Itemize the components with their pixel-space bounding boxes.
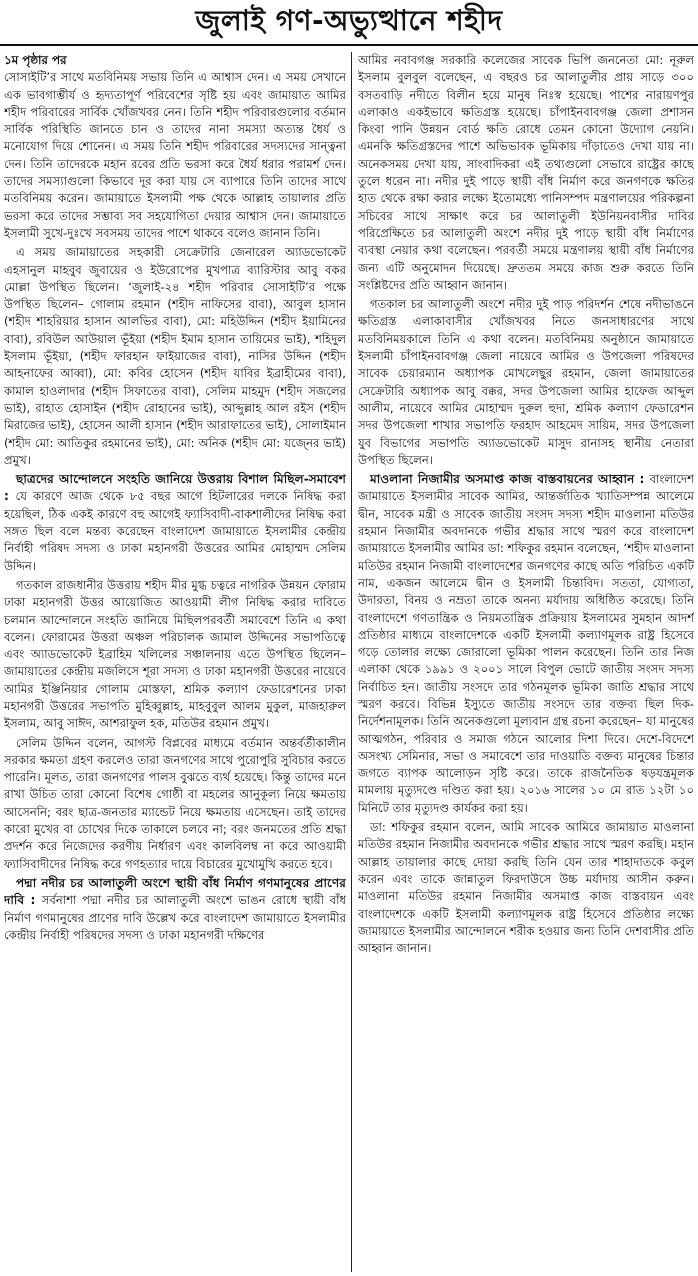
article-paragraph: সোসাইটি’র সাথে মতবিনিময় সভায় তিনি এ আশ্বাস দেন। এ সময় সেখানে এক ভাবগাম্ভীর্য ও হৃদ্যতাপূর্ণ পরিবেশের সৃষ্টি হয় এবং জামায়াত আমির শহীদ পরিবারের সার্বিক খোঁজখবর নেন। তিনি শহীদ পরিবারগুলোর বর্তমান সার্বিক পরিস্থিতি জানতে চান ও তাদের নানা সমস্যা অত্যন্ত ধৈর্য ও মনোযোগ দিয়ে শোনেন। এ সময় তিনি শহীদ পরিবারের সদস্যদের সান্ত্বনা দেন। তিনি তাদেরকে মহান রবের প্রতি ভরসা করে ধৈর্য ধরার পরামর্শ দেন। তাদের সমস্যাগুলো কিভাবে দূর করা যায় সে ব্যাপারে তিনি তাদের সাথে মতবিনিময় করেন। জামায়াতে ইসলামী পক্ষ থেকে আল্লাহ তায়ালার প্রতি ভরসা করে তাদের সম্ভাব্য সব সহযোগিতা দেয়ার আশ্বাস দেন। জামায়াতে ইসলামী সুখে-দুঃখে সবসময় তাদের পাশে থাকবে বলেও জানান তিনি। xyxy=(4,70,346,240)
right-column xyxy=(358,52,694,1274)
article-paragraph: এ সময় জামায়াতের সহকারী সেক্রেটারি জেনারেল অ্যাডভোকেট এহসানুল মাহবুব জুবায়ের ও ইউরোপের মুখপাত্র ব্যারিস্টার আবু বকর মোল্লা উপস্থিত ছিলেন। ‘জুলাই-২৪ শহীদ পরিবার সোসাইটি’র পক্ষে উপস্থিত ছিলেন– গোলাম রহমান (শহীদ নাফিসের বাবা), আবুল হাসান (শহীদ শাহরিয়ার হাসান আলভির বাবা), মো: মহিউদ্দিন (শহীদ ইয়ামিনের বাবা), রবিউল আউয়াল ভূঁইয়া (শহীদ ইমাম হাসান তায়িমের ভাই), শহিদুল ইসলাম ভূঁইয়া, (শহীদ ফারহান ফাইয়াজের বাবা), নাসির উদ্দিন (শহীদ আহনাফের আব্বা), মো: কবির হোসেন (শহীদ যাবির ইব্রাহীমের বাবা), কামাল হাওলাদার (শহীদ সিফাতের বাবা), সেলিম মাহমুদ (শহীদ সজলের ভাই), রাহাত হোসাইন (শহীদ রোহানের ভাই), আব্দুল্লাহ আল রইস (শহীদ মিরাজের ভাই), হোসেন আলী হাসান (শহীদ আরাফাতের ভাই), সোলাইমান (শহীদ মো: আতিকুর রহমানের ভাই), মো: অনিক (শহীদ মো: যজ্নের ভাই) প্রমুখ। xyxy=(4,245,346,467)
section-paragraph xyxy=(358,471,694,817)
article-paragraph: আমির নবাবগঞ্জ সরকারি কলেজের সাবেক ভিপি জননেতা মো: নূরুল ইসলাম বুলবুল বলেছেন, এ বছরও চর আলাতুলীর প্রায় সাড়ে ৩০০ বসতবাড়ি নদীতে বিলীন হয়ে মানুষ নিঃস্ব হয়েছে। পাশের নারায়ণপুর এলাকাও একইভাবে ক্ষতিগ্রস্ত হয়েছে। চাঁপাইনবাবগঞ্জ জেলা প্রশাসন কিংবা পানি উন্নয়ন বোর্ড ক্ষতি রোধে তেমন কোনো উদ্যোগ নেয়নি। এমনকি ক্ষতিগ্রস্তদের পাশে অভিভাবক ভূমিকায় দাঁড়াতেও দেখা যায় না। অনেকসময় দেখা যায়, সাংবাদিকরা এই তথ্যগুলো সেভাবে রাষ্ট্রের কাছে তুলে ধরেন না। নদীর দুই পাড়ে স্থায়ী বাঁধ নির্মাণ করে জনগণকে ক্ষতির হাত থেকে রক্ষা করার লক্ষ্যে ইতোমধ্যে পানিসম্পদ মন্ত্রণালয়ের পরিকল্পনা সচিবের সাথে সাক্ষাৎ করে চর আলাতুলী ইউনিয়নবাসীর দাবির পরিপ্রেক্ষিতে চর আলাতুলী অংশে নদীর দুই পাড়ে স্থায়ী বাঁধ নির্মাণের ব্যবস্থা নেয়ার কথা বলেছেন। পরবর্তী সময়ে মন্ত্রণালয় স্থায়ী বাঁধ নির্মাণের জন্য এটি অনুমোদন দিয়েছে। দ্রুততম সময়ে কাজ শুরু করতে তিনি সংশ্লিষ্টদের প্রতি আহ্বান জানান। xyxy=(358,53,694,292)
heading-separator: : xyxy=(24,893,42,908)
article-paragraph: গতকাল চর আলাতুলী অংশে নদীর দুই পাড় পরিদর্শন শেষে নদীভাঙনে ক্ষতিগ্রস্ত এলাকাবাসীর খোঁজখবর নিতে জনসাধারণের সাথে মতবিনিময়কালে তিনি এ কথা বলেন। মতবিনিময় অনুষ্ঠানে জামায়াতে ইসলামী চাঁপাইনবাবগঞ্জ জেলা নায়েবে আমির ও উপজেলা পরিষদের সাবেক চেয়ারম্যান অধ্যাপক মোখলেছুর রহমান, জেলা জামায়াতের সেক্রেটারি অধ্যাপক আবু বক্কর, সদর উপজেলা আমির হাফেজ আব্দুল আলীম, নায়েবে আমির মোহাম্মদ দুরুল হুদা, শ্রমিক কল্যাণ ফেডারেশন সদর উপজেলা শাখার সভাপতি ফরহাদ আহমেদ সায়িম, সদর উপজেলা যুব বিভাগের সভাপতি অ্যাডভোকেট মাসুদ রানাসহ স্থানীয় নেতারা উপস্থিত ছিলেন। xyxy=(358,297,694,467)
section-heading: ছাত্রদের আন্দোলনে সংহতি জানিয়ে উত্তরায় বিশাল মিছিল-সমাবেশ xyxy=(16,472,346,487)
heading-separator: : xyxy=(634,472,650,487)
section-heading: পদ্মা নদীর চর আলাতুলী অংশে স্থায়ী বাঁধ নির্মাণ গণমানুষের প্রাণের দাবি xyxy=(4,875,346,908)
column-divider xyxy=(351,52,352,1272)
section-paragraph xyxy=(4,471,346,575)
section-lead-text: যে কারণে আজ থেকে ৮৫ বছর আগে হিটলারের দলকে নিষিদ্ধ করা হয়েছিল, ঠিক একই কারণে বহু আগেই ফ্যাসিবাদী-বাকশালীদের নিষিদ্ধ করা সঙ্গত ছিল বলে মন্তব্য করেছেন বাংলাদেশ জামায়াতে ইসলামীর কেন্দ্রীয় নির্বাহী পরিষদ সদস্য ও ঢাকা মহানগরী উত্তরের আমির মোহাম্মদ সেলিম উদ্দিন। xyxy=(4,489,346,573)
section-lead-text: বাংলাদেশ জামায়াতে ইসলামীর সাবেক আমির, আন্তর্জাতিক খ্যাতিসম্পন্ন আলেমে দ্বীন, সাবেক মন্ত্রী ও সাবেক জাতীয় সংসদ সদস্য শহীদ মাওলানা মতিউর রহমান নিজামীর অবদানকে গভীর শ্রদ্ধার সাথে স্মরণ করে বাংলাদেশ জামায়াতে ইসলামীর আমির ডা: শফিকুর রহমান বলেছেন, ‘শহীদ মাওলানা মতিউর রহমান নিজামী বাংলাদেশের জনগণের কাছে অতি পরিচিত একটি নাম, একজন আলেমে দ্বীন ও ইসলামী চিন্তাবিদ। সততা, যোগ্যতা, উদারতা, বিনয় ও নম্রতা তাকে অনন্য মর্যাদায় অধিষ্ঠিত করেছে। তিনি বাংলাদেশে গণতান্ত্রিক ও নিয়মতান্ত্রিক প্রক্রিয়ায় ইসলামের সুমহান আদর্শ প্রতিষ্ঠার মাধ্যমে বাংলাদেশকে একটি ইসলামী কল্যাণমূলক রাষ্ট্র হিসেবে গড়ে তোলার লক্ষ্যে জোরালো ভূমিকা পালন করেছেন। তিনি তার নিজ এলাকা থেকে ১৯৯১ ও ২০০১ সালে বিপুল ভোটে জাতীয় সংসদ সদস্য নির্বাচিত হন। জাতীয় সংসদে তার গঠনমূলক ভূমিকা জাতি শ্রদ্ধার সাথে স্মরণ করবে। বিভিন্ন ইস্যুতে জাতীয় সংসদে তার বক্তব্য ছিল দিক-নির্দেশনামূলক। তিনি অনেকগুলো মূল্যবান গ্রন্থ রচনা করেছেন– যা মানুষের আত্মগঠন, পরিবার ও সমাজ গঠনে আলোর দিশা দিবে। দেশে-বিদেশে অসংখ্য সেমিনার, সভা ও সমাবেশে তার দাওয়াতি বক্তব্য মানুষের চিন্তার জগতে ব্যাপক আলোড়ন সৃষ্টি করে। তাকে রাজনৈতিক ষড়যন্ত্রমূলক মামলায় মৃত্যুদণ্ডে দণ্ডিত করা হয়। ২০১৬ সালের ১০ মে রাত ১২টা ১০ মিনিটে তার মৃত্যুদণ্ড কার্যকর করা হয়। xyxy=(358,472,694,815)
heading-separator: : xyxy=(4,489,16,504)
article-paragraph: সেলিম উদ্দিন বলেন, আগস্ট বিপ্লবের মাধ্যমে বর্তমান অন্তর্বর্তীকালীন সরকার ক্ষমতা গ্রহণ করলেও তারা জনগণের সাথে পুরোপুরি সুবিচার করতে পারেনি। মূলত, তারা জনগণের পালস বুঝতে ব্যর্থ হয়েছে। কিন্তু তাদের মনে রাখা উচিত তারা কোনো বিশেষ গোষ্ঠী বা মহলের আনুকূল্য নিয়ে ক্ষমতায় আসেননি; বরং ছাত্র-জনতার ম্যান্ডেট নিয়ে ক্ষমতায় এসেছেন। তাই তাদের কারো মুখের বা চোখের দিকে তাকালে চলবে না; বরং জনমতের প্রতি শ্রদ্ধা প্রদর্শন করে নিজেদের করণীয় নির্ধারণ এবং কালবিলম্ব না করে আওয়ামী ফ্যাসিবাদীদের নিষিদ্ধ করে গণহত্যার দায়ে বিচারের মুখোমুখি করতে হবে। xyxy=(4,735,346,871)
article-paragraph: গতকাল রাজধানীর উত্তরায় শহীদ মীর মুগ্ধ চত্বরে নাগরিক উন্নয়ন ফোরাম ঢাকা মহানগরী উত্তর আয়োজিত আওয়ামী লীগ নিষিদ্ধ করার দাবিতে চলমান আন্দোলনে সংহতি জানিয়ে মিছিলপরবর্তী সমাবেশে তিনি এ কথা বলেন। ফোরামের উত্তরা অঞ্চল পরিচালক জামাল উদ্দিনের সভাপতিত্বে এবং অ্যাডভোকেট ইব্রাহিম খলিলের সঞ্চালনায় এতে উপস্থিত ছিলেন– জামায়াতের কেন্দ্রীয় মজলিসে শূরা সদস্য ও ঢাকা মহানগরী উত্তরের নায়েবে আমির ইঞ্জিনিয়ার গোলাম মোস্তফা, শ্রমিক কল্যাণ ফেডারেশনের ঢাকা মহানগরী উত্তরের সভাপতি মুহিব্বুল্লাহ, মাহবুবুল আলম মুকুল, মাজহারুল ইসলাম, আবু সাঈদ, আশরাফুল হক, মতিউর রহমান প্রমুখ। xyxy=(4,577,346,731)
article-paragraph: ডা: শফিকুর রহমান বলেন, আমি সাবেক আমিরে জামায়াত মাওলানা মতিউর রহমান নিজামীর অবদানকে গভীর শ্রদ্ধার সাথে স্মরণ করছি। মহান আল্লাহ তায়ালার কাছে দোয়া করছি তিনি যেন তার শাহাদাতকে কবুল করেন এবং তাকে জান্নাতুল ফিরদাউসে উচ্চ মর্যাদায় আসীন করুন। মাওলানা মতিউর রহমান নিজামীর অসমাপ্ত কাজ বাস্তবায়ন এবং বাংলাদেশকে একটি ইসলামী কল্যাণমূলক রাষ্ট্র হিসেবে প্রতিষ্ঠার লক্ষ্যে জামায়াতে ইসলামীর আন্দোলনে শরীক হওয়ার জন্য তিনি দেশবাসীর প্রতি আহ্বান জানান। xyxy=(358,820,694,956)
section-paragraph xyxy=(4,875,346,944)
section-heading: মাওলানা নিজামীর অসমাপ্ত কাজ বাস্তবায়নের আহ্বান xyxy=(370,472,635,487)
left-column xyxy=(4,52,346,1274)
continued-from-label: ১ম পৃষ্ঠার পর xyxy=(4,53,67,67)
headline: জুলাই গণ-অভ্যুত্থানে শহীদ xyxy=(0,0,698,46)
section-lead-text: সর্বনাশা পদ্মা নদীর চর আলাতুলী অংশে ভাঙন রোধে স্থায়ী বাঁধ নির্মাণ গণমানুষের প্রাণের দাবি উল্লেখ করে বাংলাদেশ জামায়াতে ইসলামীর কেন্দ্রীয় নির্বাহী পরিষদের সদস্য ও ঢাকা মহানগরী দক্ষিণের xyxy=(4,893,346,942)
